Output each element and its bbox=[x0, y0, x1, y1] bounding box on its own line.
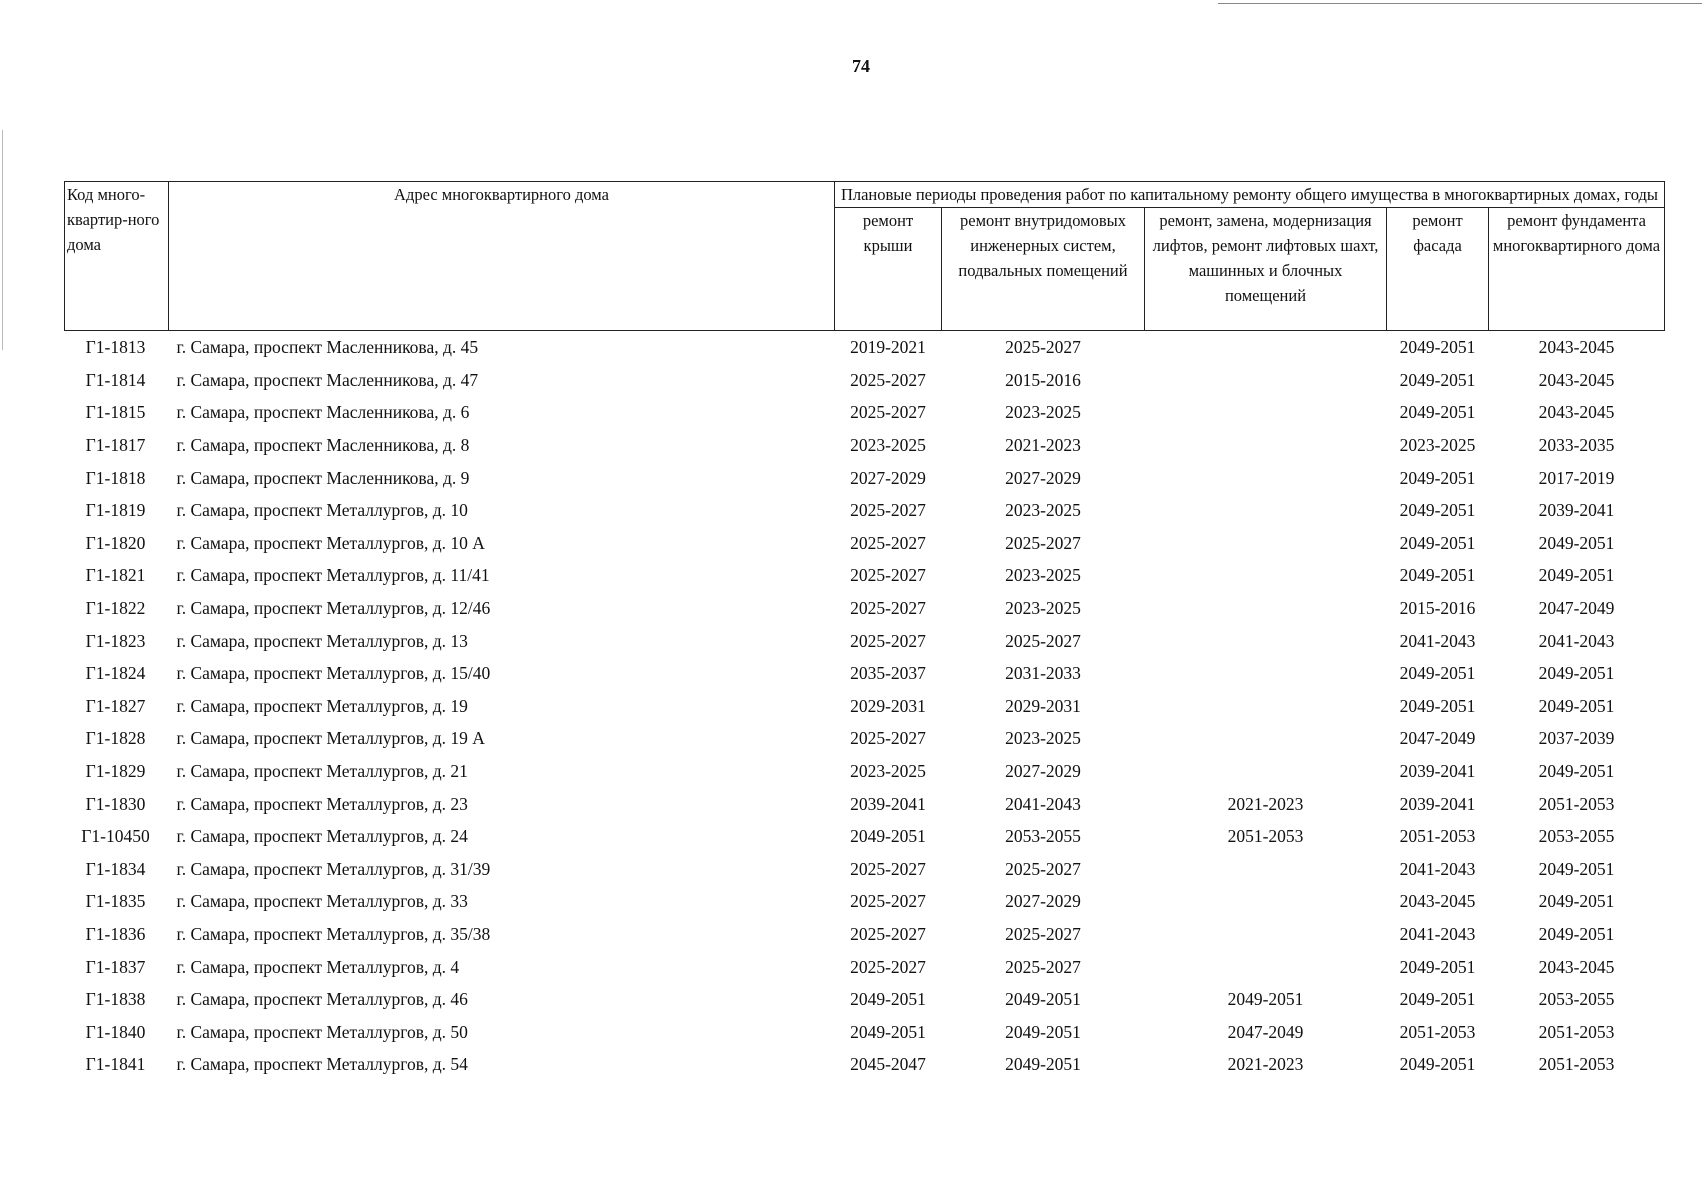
cell-roof: 2025-2027 bbox=[850, 598, 926, 619]
cell-address: г. Самара, проспект Масленникова, д. 8 bbox=[176, 435, 470, 456]
cell-foundation: 2049-2051 bbox=[1538, 891, 1615, 912]
table-row bbox=[65, 853, 1665, 886]
cell-lifts bbox=[1145, 559, 1387, 592]
cell-lifts: 2047-2049 bbox=[1227, 1021, 1304, 1042]
table-row bbox=[65, 722, 1665, 755]
cell-code: Г1-1838 bbox=[85, 989, 146, 1010]
cell-address: г. Самара, проспект Металлургов, д. 19 bbox=[176, 695, 468, 716]
table-row bbox=[65, 885, 1665, 918]
cell-foundation: 2049-2051 bbox=[1538, 565, 1615, 586]
cell-foundation: 2049-2051 bbox=[1538, 858, 1615, 879]
cell-lifts bbox=[1145, 624, 1387, 657]
cell-engineering: 2025-2027 bbox=[1005, 630, 1081, 651]
table-row bbox=[65, 755, 1665, 788]
table-row bbox=[65, 559, 1665, 592]
cell-address: г. Самара, проспект Металлургов, д. 23 bbox=[176, 793, 468, 814]
header-address: Адрес многоквартирного дома bbox=[169, 182, 835, 331]
cell-roof: 2045-2047 bbox=[850, 1054, 926, 1075]
cell-facade: 2049-2051 bbox=[1399, 1054, 1476, 1075]
table-row bbox=[65, 918, 1665, 951]
cell-address: г. Самара, проспект Металлургов, д. 24 bbox=[176, 826, 468, 847]
cell-facade: 2047-2049 bbox=[1399, 728, 1476, 749]
cell-roof: 2025-2027 bbox=[850, 402, 926, 423]
cell-lifts bbox=[1145, 364, 1387, 397]
cell-foundation: 2017-2019 bbox=[1538, 467, 1615, 488]
table-row bbox=[65, 494, 1665, 527]
cell-address: г. Самара, проспект Металлургов, д. 15/40 bbox=[176, 663, 491, 684]
cell-engineering: 2049-2051 bbox=[1005, 989, 1081, 1010]
cell-roof: 2025-2027 bbox=[850, 728, 926, 749]
cell-lifts: 2021-2023 bbox=[1227, 1054, 1304, 1075]
cell-code: Г1-1829 bbox=[85, 761, 146, 782]
cell-facade: 2051-2053 bbox=[1399, 826, 1476, 847]
cell-address: г. Самара, проспект Металлургов, д. 4 bbox=[176, 956, 460, 977]
cell-engineering: 2027-2029 bbox=[1005, 467, 1081, 488]
cell-facade: 2049-2051 bbox=[1399, 500, 1476, 521]
header-lifts: ремонт, замена, модернизация лифтов, ремонт лифтовых шахт, машинных и блочных помещений bbox=[1145, 208, 1387, 331]
cell-foundation: 2043-2045 bbox=[1538, 337, 1615, 358]
table-row bbox=[65, 331, 1665, 364]
table-row bbox=[65, 1048, 1665, 1081]
cell-code: Г1-1815 bbox=[85, 402, 146, 423]
cell-lifts bbox=[1145, 722, 1387, 755]
table-row bbox=[65, 690, 1665, 723]
cell-facade: 2023-2025 bbox=[1399, 435, 1476, 456]
cell-code: Г1-1819 bbox=[85, 500, 146, 521]
cell-roof: 2049-2051 bbox=[850, 826, 926, 847]
cell-address: г. Самара, проспект Металлургов, д. 33 bbox=[176, 891, 468, 912]
header-engineering: ремонт внутридомовых инженерных систем, подвальных помещений bbox=[942, 208, 1145, 331]
header-roof: ремонт крыши bbox=[835, 208, 942, 331]
cell-foundation: 2049-2051 bbox=[1538, 532, 1615, 553]
cell-code: Г1-1830 bbox=[85, 793, 146, 814]
cell-code: Г1-1827 bbox=[85, 695, 146, 716]
cell-roof: 2025-2027 bbox=[850, 630, 926, 651]
cell-code: Г1-10450 bbox=[81, 826, 150, 847]
table-row bbox=[65, 624, 1665, 657]
cell-foundation: 2043-2045 bbox=[1538, 956, 1615, 977]
capital-repair-table bbox=[64, 181, 1665, 1081]
cell-foundation: 2051-2053 bbox=[1538, 1054, 1615, 1075]
cell-code: Г1-1821 bbox=[85, 565, 146, 586]
cell-engineering: 2041-2043 bbox=[1005, 793, 1081, 814]
cell-code: Г1-1841 bbox=[85, 1054, 146, 1075]
cell-lifts bbox=[1145, 918, 1387, 951]
page-number: 74 bbox=[852, 56, 870, 76]
cell-code: Г1-1814 bbox=[85, 369, 146, 390]
cell-lifts: 2051-2053 bbox=[1227, 826, 1304, 847]
cell-foundation: 2033-2035 bbox=[1538, 435, 1615, 456]
cell-engineering: 2025-2027 bbox=[1005, 532, 1081, 553]
cell-foundation: 2049-2051 bbox=[1538, 663, 1615, 684]
cell-lifts bbox=[1145, 690, 1387, 723]
cell-foundation: 2053-2055 bbox=[1538, 989, 1615, 1010]
cell-roof: 2025-2027 bbox=[850, 923, 926, 944]
cell-lifts bbox=[1145, 331, 1387, 364]
cell-foundation: 2049-2051 bbox=[1538, 695, 1615, 716]
cell-facade: 2051-2053 bbox=[1399, 1021, 1476, 1042]
cell-foundation: 2041-2043 bbox=[1538, 630, 1615, 651]
cell-engineering: 2023-2025 bbox=[1005, 565, 1081, 586]
cell-roof: 2025-2027 bbox=[850, 858, 926, 879]
cell-code: Г1-1828 bbox=[85, 728, 146, 749]
cell-foundation: 2043-2045 bbox=[1538, 402, 1615, 423]
cell-facade: 2049-2051 bbox=[1399, 989, 1476, 1010]
cell-code: Г1-1824 bbox=[85, 663, 146, 684]
cell-engineering: 2025-2027 bbox=[1005, 923, 1081, 944]
cell-engineering: 2027-2029 bbox=[1005, 761, 1081, 782]
cell-facade: 2015-2016 bbox=[1399, 598, 1476, 619]
table-row bbox=[65, 983, 1665, 1016]
cell-facade: 2049-2051 bbox=[1399, 337, 1476, 358]
cell-facade: 2041-2043 bbox=[1399, 858, 1476, 879]
left-margin-mark bbox=[2, 130, 3, 350]
cell-engineering: 2025-2027 bbox=[1005, 956, 1081, 977]
cell-facade: 2041-2043 bbox=[1399, 630, 1476, 651]
cell-code: Г1-1835 bbox=[85, 891, 146, 912]
cell-code: Г1-1837 bbox=[85, 956, 146, 977]
cell-facade: 2049-2051 bbox=[1399, 695, 1476, 716]
cell-address: г. Самара, проспект Металлургов, д. 11/41 bbox=[176, 565, 490, 586]
cell-lifts bbox=[1145, 396, 1387, 429]
cell-lifts bbox=[1145, 755, 1387, 788]
cell-address: г. Самара, проспект Металлургов, д. 46 bbox=[176, 989, 468, 1010]
cell-address: г. Самара, проспект Металлургов, д. 50 bbox=[176, 1021, 468, 1042]
cell-lifts bbox=[1145, 429, 1387, 462]
cell-code: Г1-1823 bbox=[85, 630, 146, 651]
cell-code: Г1-1820 bbox=[85, 532, 146, 553]
cell-facade: 2049-2051 bbox=[1399, 565, 1476, 586]
header-facade: ремонт фасада bbox=[1387, 208, 1489, 331]
cell-lifts bbox=[1145, 950, 1387, 983]
cell-engineering: 2027-2029 bbox=[1005, 891, 1081, 912]
cell-engineering: 2021-2023 bbox=[1005, 435, 1081, 456]
cell-engineering: 2015-2016 bbox=[1005, 369, 1081, 390]
cell-address: г. Самара, проспект Масленникова, д. 45 bbox=[176, 337, 479, 358]
cell-facade: 2049-2051 bbox=[1399, 956, 1476, 977]
cell-address: г. Самара, проспект Металлургов, д. 10 А bbox=[176, 532, 485, 553]
cell-code: Г1-1836 bbox=[85, 923, 146, 944]
cell-roof: 2025-2027 bbox=[850, 369, 926, 390]
cell-foundation: 2049-2051 bbox=[1538, 761, 1615, 782]
cell-facade: 2039-2041 bbox=[1399, 761, 1476, 782]
cell-code: Г1-1840 bbox=[85, 1021, 146, 1042]
cell-address: г. Самара, проспект Металлургов, д. 54 bbox=[176, 1054, 468, 1075]
cell-lifts bbox=[1145, 461, 1387, 494]
cell-lifts bbox=[1145, 853, 1387, 886]
cell-foundation: 2053-2055 bbox=[1538, 826, 1615, 847]
cell-address: г. Самара, проспект Масленникова, д. 47 bbox=[176, 369, 479, 390]
cell-engineering: 2025-2027 bbox=[1005, 858, 1081, 879]
table-row bbox=[65, 592, 1665, 625]
cell-address: г. Самара, проспект Металлургов, д. 13 bbox=[176, 630, 468, 651]
cell-roof: 2039-2041 bbox=[850, 793, 926, 814]
cell-roof: 2035-2037 bbox=[850, 663, 926, 684]
cell-roof: 2025-2027 bbox=[850, 565, 926, 586]
cell-facade: 2049-2051 bbox=[1399, 532, 1476, 553]
cell-foundation: 2039-2041 bbox=[1538, 500, 1615, 521]
table-row bbox=[65, 364, 1665, 397]
table-body bbox=[65, 331, 1665, 1081]
cell-foundation: 2051-2053 bbox=[1538, 793, 1615, 814]
cell-code: Г1-1822 bbox=[85, 598, 146, 619]
cell-address: г. Самара, проспект Металлургов, д. 21 bbox=[176, 761, 468, 782]
cell-foundation: 2049-2051 bbox=[1538, 923, 1615, 944]
cell-engineering: 2023-2025 bbox=[1005, 728, 1081, 749]
cell-roof: 2025-2027 bbox=[850, 956, 926, 977]
cell-code: Г1-1834 bbox=[85, 858, 146, 879]
cell-facade: 2039-2041 bbox=[1399, 793, 1476, 814]
cell-engineering: 2053-2055 bbox=[1005, 826, 1081, 847]
cell-lifts: 2021-2023 bbox=[1227, 793, 1304, 814]
top-rule bbox=[1218, 3, 1702, 4]
cell-address: г. Самара, проспект Масленникова, д. 9 bbox=[176, 467, 470, 488]
cell-engineering: 2023-2025 bbox=[1005, 598, 1081, 619]
cell-foundation: 2043-2045 bbox=[1538, 369, 1615, 390]
table-row bbox=[65, 429, 1665, 462]
table-row bbox=[65, 657, 1665, 690]
header-foundation: ремонт фундамента многоквартирного дома bbox=[1489, 208, 1665, 331]
cell-roof: 2023-2025 bbox=[850, 435, 926, 456]
cell-facade: 2049-2051 bbox=[1399, 467, 1476, 488]
cell-foundation: 2047-2049 bbox=[1538, 598, 1615, 619]
cell-engineering: 2049-2051 bbox=[1005, 1054, 1081, 1075]
cell-roof: 2025-2027 bbox=[850, 891, 926, 912]
cell-address: г. Самара, проспект Металлургов, д. 12/46 bbox=[176, 598, 491, 619]
cell-roof: 2027-2029 bbox=[850, 467, 926, 488]
cell-engineering: 2031-2033 bbox=[1005, 663, 1081, 684]
cell-foundation: 2037-2039 bbox=[1538, 728, 1615, 749]
cell-lifts: 2049-2051 bbox=[1227, 989, 1304, 1010]
table-row bbox=[65, 820, 1665, 853]
cell-lifts bbox=[1145, 885, 1387, 918]
cell-facade: 2049-2051 bbox=[1399, 402, 1476, 423]
cell-engineering: 2023-2025 bbox=[1005, 500, 1081, 521]
cell-facade: 2049-2051 bbox=[1399, 369, 1476, 390]
table-row bbox=[65, 950, 1665, 983]
cell-address: г. Самара, проспект Металлургов, д. 19 А bbox=[176, 728, 485, 749]
cell-address: г. Самара, проспект Металлургов, д. 35/38 bbox=[176, 923, 491, 944]
cell-lifts bbox=[1145, 592, 1387, 625]
cell-code: Г1-1818 bbox=[85, 467, 146, 488]
cell-roof: 2029-2031 bbox=[850, 695, 926, 716]
cell-address: г. Самара, проспект Металлургов, д. 10 bbox=[176, 500, 468, 521]
cell-engineering: 2025-2027 bbox=[1005, 337, 1081, 358]
header-code: Код много-квартир-ного дома bbox=[65, 182, 169, 331]
header-periods-group: Плановые периоды проведения работ по капитальному ремонту общего имущества в многоквартирных домах, годы bbox=[835, 182, 1665, 208]
cell-engineering: 2049-2051 bbox=[1005, 1021, 1081, 1042]
cell-code: Г1-1813 bbox=[85, 337, 146, 358]
cell-roof: 2023-2025 bbox=[850, 761, 926, 782]
cell-facade: 2041-2043 bbox=[1399, 923, 1476, 944]
cell-engineering: 2023-2025 bbox=[1005, 402, 1081, 423]
cell-roof: 2049-2051 bbox=[850, 1021, 926, 1042]
cell-facade: 2043-2045 bbox=[1399, 891, 1476, 912]
cell-lifts bbox=[1145, 527, 1387, 560]
table-row bbox=[65, 527, 1665, 560]
table-row bbox=[65, 1015, 1665, 1048]
table-row bbox=[65, 461, 1665, 494]
table-row bbox=[65, 787, 1665, 820]
cell-address: г. Самара, проспект Металлургов, д. 31/39 bbox=[176, 858, 491, 879]
cell-facade: 2049-2051 bbox=[1399, 663, 1476, 684]
cell-engineering: 2029-2031 bbox=[1005, 695, 1081, 716]
cell-roof: 2025-2027 bbox=[850, 532, 926, 553]
cell-lifts bbox=[1145, 494, 1387, 527]
cell-roof: 2019-2021 bbox=[850, 337, 926, 358]
cell-address: г. Самара, проспект Масленникова, д. 6 bbox=[176, 402, 470, 423]
cell-roof: 2049-2051 bbox=[850, 989, 926, 1010]
cell-lifts bbox=[1145, 657, 1387, 690]
table-row bbox=[65, 396, 1665, 429]
cell-roof: 2025-2027 bbox=[850, 500, 926, 521]
cell-code: Г1-1817 bbox=[85, 435, 146, 456]
table-header bbox=[65, 182, 1665, 331]
cell-foundation: 2051-2053 bbox=[1538, 1021, 1615, 1042]
